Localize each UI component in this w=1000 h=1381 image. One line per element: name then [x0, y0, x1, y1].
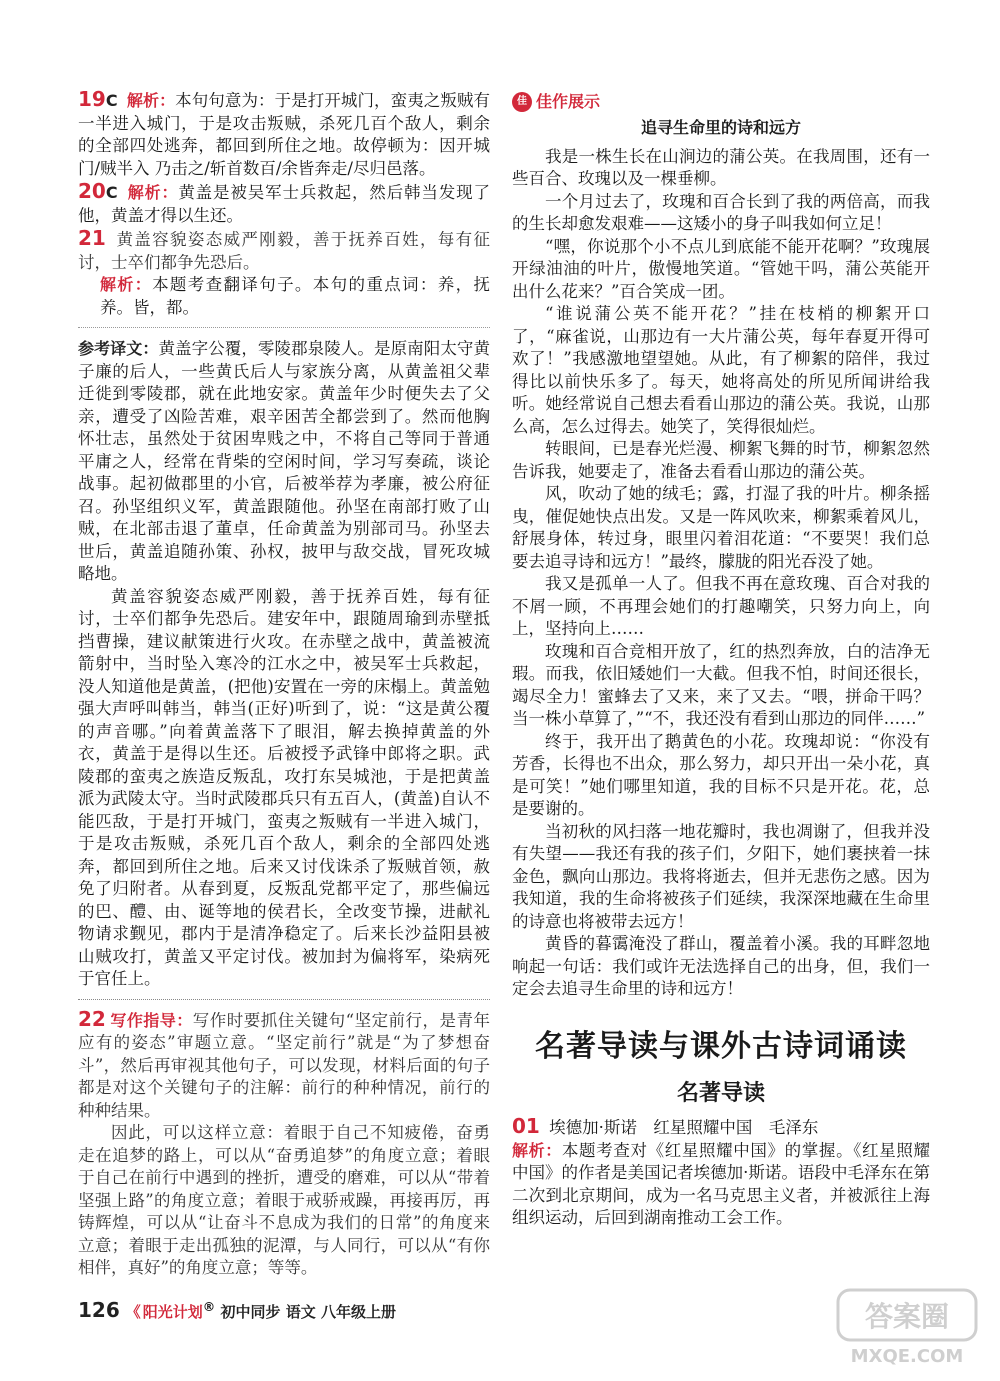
- translation-paragraph-2: 黄盖容貌姿态威严刚毅，善于抚养百姓，每有征讨，士卒们都争先恐后。建安年中，跟随周瑜到赤壁抵挡曹操，建议献策进行火攻。在赤壁之战中，黄盖被流箭射中，当时坠入寒冷的江水之中，被吴军士兵救起，没人知道他是黄盖，(把他)安置在一旁的床榻上。黄盖勉强大声呼叫韩当，韩当(正好)听到了，说：“这是黄公覆的声音哪。”向着黄盖落下了眼泪，解去换掉黄盖的外衣，黄盖于是得以生还。后被授予武锋中郎将之职。武陵郡的蛮夷之族造反叛乱，攻打东吴城池，于是把黄盖派为武陵太守。当时武陵郡兵只有五百人，(黄盖)自认不能匹敌，于是打开城门，蛮夷之叛贼有一半进入城门，于是攻击叛贼，杀死几百个敌人，剩余的全部四处逃奔，都回到所住之地。后来又讨伐诛杀了叛贼首领，赦免了归附者。从春到夏，反叛乱党都平定了，那些偏远的巴、醴、由、诞等地的侯君长，全改变节操，进献礼物请求觐见，郡内于是清净稳定了。后来长沙益阳县被山贼攻打，黄盖又平定讨伐。被加封为偏将军，染病死于官任上。: [78, 586, 490, 988]
- question-number: 20C: [78, 179, 118, 203]
- essay-paragraph: 我是一株生长在山涧边的蒲公英。在我周围，还有一些百合、玫瑰以及一棵垂柳。: [512, 146, 930, 189]
- divider: [78, 999, 490, 1000]
- essay-paragraph: “谁说蒲公英不能开花？”挂在枝梢的柳絮开口了，“麻雀说，山那边有一大片蒲公英，每年春夏开得可欢了！”我感激地望望她。从此，有了柳絮的陪伴，我过得比以前快乐多了。每天，她将高处的所见所闻讲给我听。她经常说自己想去看看山那边的蒲公英。我说，山那么高，怎么过得去。她笑了，笑得很灿烂。: [512, 304, 930, 436]
- question-number: 21: [78, 226, 106, 250]
- double-chevron-icon: 《: [125, 1303, 141, 1321]
- essay-title: 追寻生命里的诗和远方: [640, 118, 801, 138]
- essay-paragraph: “嘿，你说那个小不点儿到底能不能开花啊？”玫瑰展开绿油油的叶片，傲慢地笑道。“管她干吗，蒲公英能开出什么花来？”百合笑成一团。: [512, 236, 930, 301]
- question-number: 19C: [78, 87, 118, 111]
- right-column: [512, 88, 930, 1230]
- writing-guide-label: 写作指导: [109, 1010, 177, 1030]
- question-number: 22: [78, 1006, 106, 1031]
- star-badge-icon: 佳: [512, 92, 532, 112]
- sub-title: 名著导读: [676, 1080, 765, 1106]
- watermark-icon: [832, 1286, 982, 1368]
- answer-text: 黄盖容貌姿态威严刚毅，善于抚养百姓，每有征讨，士卒们都争先恐后。: [78, 230, 491, 272]
- analysis-label: 解析: [512, 1140, 546, 1160]
- answer-text: 埃德加·斯诺 红星照耀中国 毛泽东: [549, 1118, 819, 1138]
- question-19: 19C 解析：本句句意为：于是打开城门，蛮夷之叛贼有一半进入城门，于是攻击叛贼，杀死几百个敌人，剩余的全部四处逃奔，都回到所住之地。故停顿为：因开城门/贼半入 乃击之/斩首数百/余皆奔走/尽归邑落。: [78, 87, 490, 178]
- left-column: [78, 88, 490, 1280]
- translation-paragraph-1: 黄盖字公覆，零陵郡泉陵人。是原南阳太守黄子廉的后人，一些黄氏后人与家族分离，从黄盖祖父辈迁徙到零陵郡，就在此地安家。黄盖年少时便失去了父亲，遭受了凶险苦难，艰辛困苦全都尝到了。然而他胸怀壮志，虽然处于贫困卑贱之中，不将自己等同于普通平庸之人，经常在背柴的空闲时间，学习写奏疏，谈论战事。起初做郡里的小官，后被举荐为孝廉，被公府征召。孙坚组织义军，黄盖跟随他。孙坚在南部打败了山贼，在北部击退了董卓，任命黄盖为别部司马。孙坚去世后，黄盖追随孙策、孙权，披甲与敌交战，冒死攻城略地。: [78, 339, 490, 583]
- question-01: 01 埃德加·斯诺 红星照耀中国 毛泽东 解析：本题考查对《红星照耀中国》的掌握。《红星照耀中国》的作者是美国记者埃德加·斯诺。语段中毛泽东在第二次到北京期间，成为一名马克思主义者，并被派往上海组织运动，后回到湖南推动工会工作。: [512, 1114, 930, 1228]
- essay-body: [512, 146, 930, 1001]
- essay-paragraph: 一个月过去了，玫瑰和百合长到了我的两倍高，而我的生长却愈发艰难——这矮小的身子叫我如何立足！: [512, 191, 930, 234]
- watermark-line2: MXQE.COM: [850, 1346, 964, 1367]
- essay-paragraph: 风，吹动了她的绒毛；露，打湿了我的叶片。柳条摇曳，催促她快点出发。又是一阵风吹来，柳絮乘着风儿，舒展身体，转过身，眼里闪着泪花道：“不要哭！我们总要去追寻诗和远方！”最终，朦胧的阳光吞没了她。: [512, 484, 930, 571]
- essay-paragraph: 玫瑰和百合竞相开放了，红的热烈奔放，白的洁净无瑕。而我，依旧矮她们一大截。但我不怕，时间还很长，竭尽全力！蜜蜂去了又来，来了又去。“喂，拼命干吗？当一株小草算了，”“不，我还没有看到山那边的同伴……”: [512, 641, 930, 729]
- watermark-line1: 答案圈: [864, 1300, 950, 1333]
- series-name: 初中同步 语文 八年级上册: [220, 1303, 396, 1321]
- writing-guide-paragraph-2: 因此，可以这样立意：着眼于自己不知疲倦，奋勇走在追梦的路上，可以从“奋勇追梦”的角度立意；着眼于自己在前行中遇到的挫折，遭受的磨难，可以从“带着坚强上路”的角度立意；着眼于戒骄戒躁，再接再厉，再铸辉煌，可以从“让奋斗不息成为我们的日常”的角度来立意；着眼于走出孤独的泥潭，与人同行，可以从“有你相伴，真好”的角度立意；等等。: [78, 1123, 490, 1277]
- analysis-label: 解析: [100, 275, 135, 294]
- page-footer: 126 《 阳光计划® 初中同步 语文 八年级上册: [78, 1298, 396, 1322]
- page-number: 126: [78, 1298, 120, 1322]
- reference-translation: 参考译文：黄盖字公覆，零陵郡泉陵人。是原南阳太守黄子廉的后人，一些黄氏后人与家族分离，从黄盖祖父辈迁徙到零陵郡，就在此地安家。黄盖年少时便失去了父亲，遭受了凶险苦难，艰辛困苦全都尝到了。然而他胸怀壮志，虽然处于贫困卑贱之中，不将自己等同于普通平庸之人，经常在背柴的空闲时间，学习写奏疏，谈论战事。起初做郡里的小官，后被举荐为孝廉，被公府征召。孙坚组织义军，黄盖跟随他。孙坚在南部打败了山贼，在北部击退了董卓，任命黄盖为别部司马。孙坚去世后，黄盖追随孙策、孙权，披甲与敌交战，冒死攻城略地。 黄盖容貌姿态威严刚毅，善于抚养百姓，每有征讨，士卒们都争先恐后。建安年中，跟随周瑜到赤壁抵挡曹操，建议献策进行火攻。在赤壁之战中，黄盖被流箭射中，当时坠入寒冷的江水之中，被吴军士兵救起，没人知道他是黄盖，(把他)安置在一旁的床榻上。黄盖勉强大声呼叫韩当，韩当(正好)听到了，说：“这是黄公覆的声音哪。”向着黄盖落下了眼泪，解去换掉黄盖的外衣，黄盖于是得以生还。后被授予武锋中郎将之职。武陵郡的蛮夷之族造反叛乱，攻打东吴城池，于是把黄盖派为武陵太守。当时武陵郡兵只有五百人，(黄盖)自认不能匹敌，于是打开城门，蛮夷之叛贼有一半进入城门，于是攻击叛贼，杀死几百个敌人，剩余的全部四处逃奔，都回到所住之地。后来又讨伐诛杀了叛贼首领，赦免了归附者。从春到夏，反叛乱党都平定了，那些偏远的巴、醴、由、诞等地的侯君长，全改变节操，进献礼物请求觐见，郡内于是清净稳定了。后来长沙益阳县被山贼攻打，黄盖又平定讨伐。被加封为偏将军，染病死于官任上。: [78, 327, 490, 991]
- analysis-text: 本题考查翻译句子。本句的重点词：养，抚养。皆，都。: [100, 275, 490, 317]
- analysis-text: 本题考查对《红星照耀中国》的掌握。《红星照耀中国》的作者是美国记者埃德加·斯诺。语段中毛泽东在第二次到北京期间，成为一名马克思主义者，并被派往上海组织运动，后回到湖南推动工会工作。: [512, 1140, 930, 1228]
- essay-paragraph: 终于，我开出了鹅黄色的小花。玫瑰却说：“你没有芳香，长得也不出众，那么努力，却只开出一朵小花，真是可笑！”她们哪里知道，我的目标不只是开花。花，总是要谢的。: [512, 731, 930, 819]
- essay-paragraph: 当初秋的风扫落一地花瓣时，我也凋谢了，但我并没有失望——我还有我的孩子们，夕阳下，她们裹挟着一抹金色，飘向山那边。我将将逝去，但并无悲伤之感。因为我知道，我的生命将被孩子们延续，我深深地藏在生命里的诗意也将被带去远方！: [512, 821, 930, 931]
- analysis-text: 本句句意为：于是打开城门，蛮夷之叛贼有一半进入城门，于是攻击叛贼，杀死几百个敌人，剩余的全部四处逃奔，都回到所住之地。故停顿为：因开城门/贼半入 乃击之/斩首数百/余皆奔走/尽归邑落。: [78, 91, 490, 178]
- watermark-logo: [832, 1286, 982, 1368]
- featured-essay-tag: 佳 佳作展示: [512, 91, 600, 114]
- question-22: 22 写作指导：写作时要抓住关键句“坚定前行，是青年应有的姿态”审题立意。“坚定前行”就是“为了梦想奋斗”，然后再审视其他句子，可以发现，材料后面的句子都是对这个关键句子的注解：前行的种种情况，前行的种种结果。 因此，可以这样立意：着眼于自己不知疲倦，奋勇走在追梦的路上，可以从“奋勇追梦”的角度立意；着眼于自己在前行中遇到的挫折，遭受的磨难，可以从“带着坚强上路”的角度立意；着眼于戒骄戒躁，再接再厉，再铸辉煌，可以从“让奋斗不息成为我们的日常”的角度来立意；着眼于走出孤独的泥潭，与人同行，可以从“有你相伴，真好”的角度立意；等等。: [78, 1008, 490, 1280]
- writing-guide-paragraph-1: 写作时要抓住关键句“坚定前行，是青年应有的姿态”审题立意。“坚定前行”就是“为了梦想奋斗”，然后再审视其他句子，可以发现，材料后面的句子都是对这个关键句子的注解：前行的种种情况，前行的种种结果。: [78, 1010, 490, 1120]
- section-title: 名著导读与课外古诗词诵读: [535, 1028, 907, 1064]
- question-21: 21 黄盖容貌姿态威严刚毅，善于抚养百姓，每有征讨，士卒们都争先恐后。 解析：本题考查翻译句子。本句的重点词：养，抚养。皆，都。: [78, 226, 491, 317]
- question-number: 01: [512, 1114, 540, 1139]
- analysis-text: 黄盖是被吴军士兵救起，然后韩当发现了他，黄盖才得以生还。: [78, 183, 490, 225]
- analysis-label: 解析: [126, 91, 160, 110]
- translation-label: 参考译文: [78, 339, 143, 358]
- question-20: 20C 解析：黄盖是被吴军士兵救起，然后韩当发现了他，黄盖才得以生还。: [78, 179, 490, 225]
- essay-paragraph: 黄昏的暮霭淹没了群山，覆盖着小溪。我的耳畔忽地响起一句话：我们或许无法选择自己的出身，但，我们一定会去追寻生命里的诗和远方！: [512, 934, 930, 999]
- essay-paragraph: 我又是孤单一人了。但我不再在意玫瑰、百合对我的不屑一顾，不再理会她们的打趣嘲笑，只努力向上，向上，坚持向上……: [512, 574, 930, 639]
- brand-name: 阳光计划: [142, 1303, 203, 1321]
- analysis-label: 解析: [127, 183, 162, 202]
- essay-paragraph: 转眼间，已是春光烂漫、柳絮飞舞的时节，柳絮忽然告诉我，她要走了，准备去看看山那边的蒲公英。: [512, 439, 930, 481]
